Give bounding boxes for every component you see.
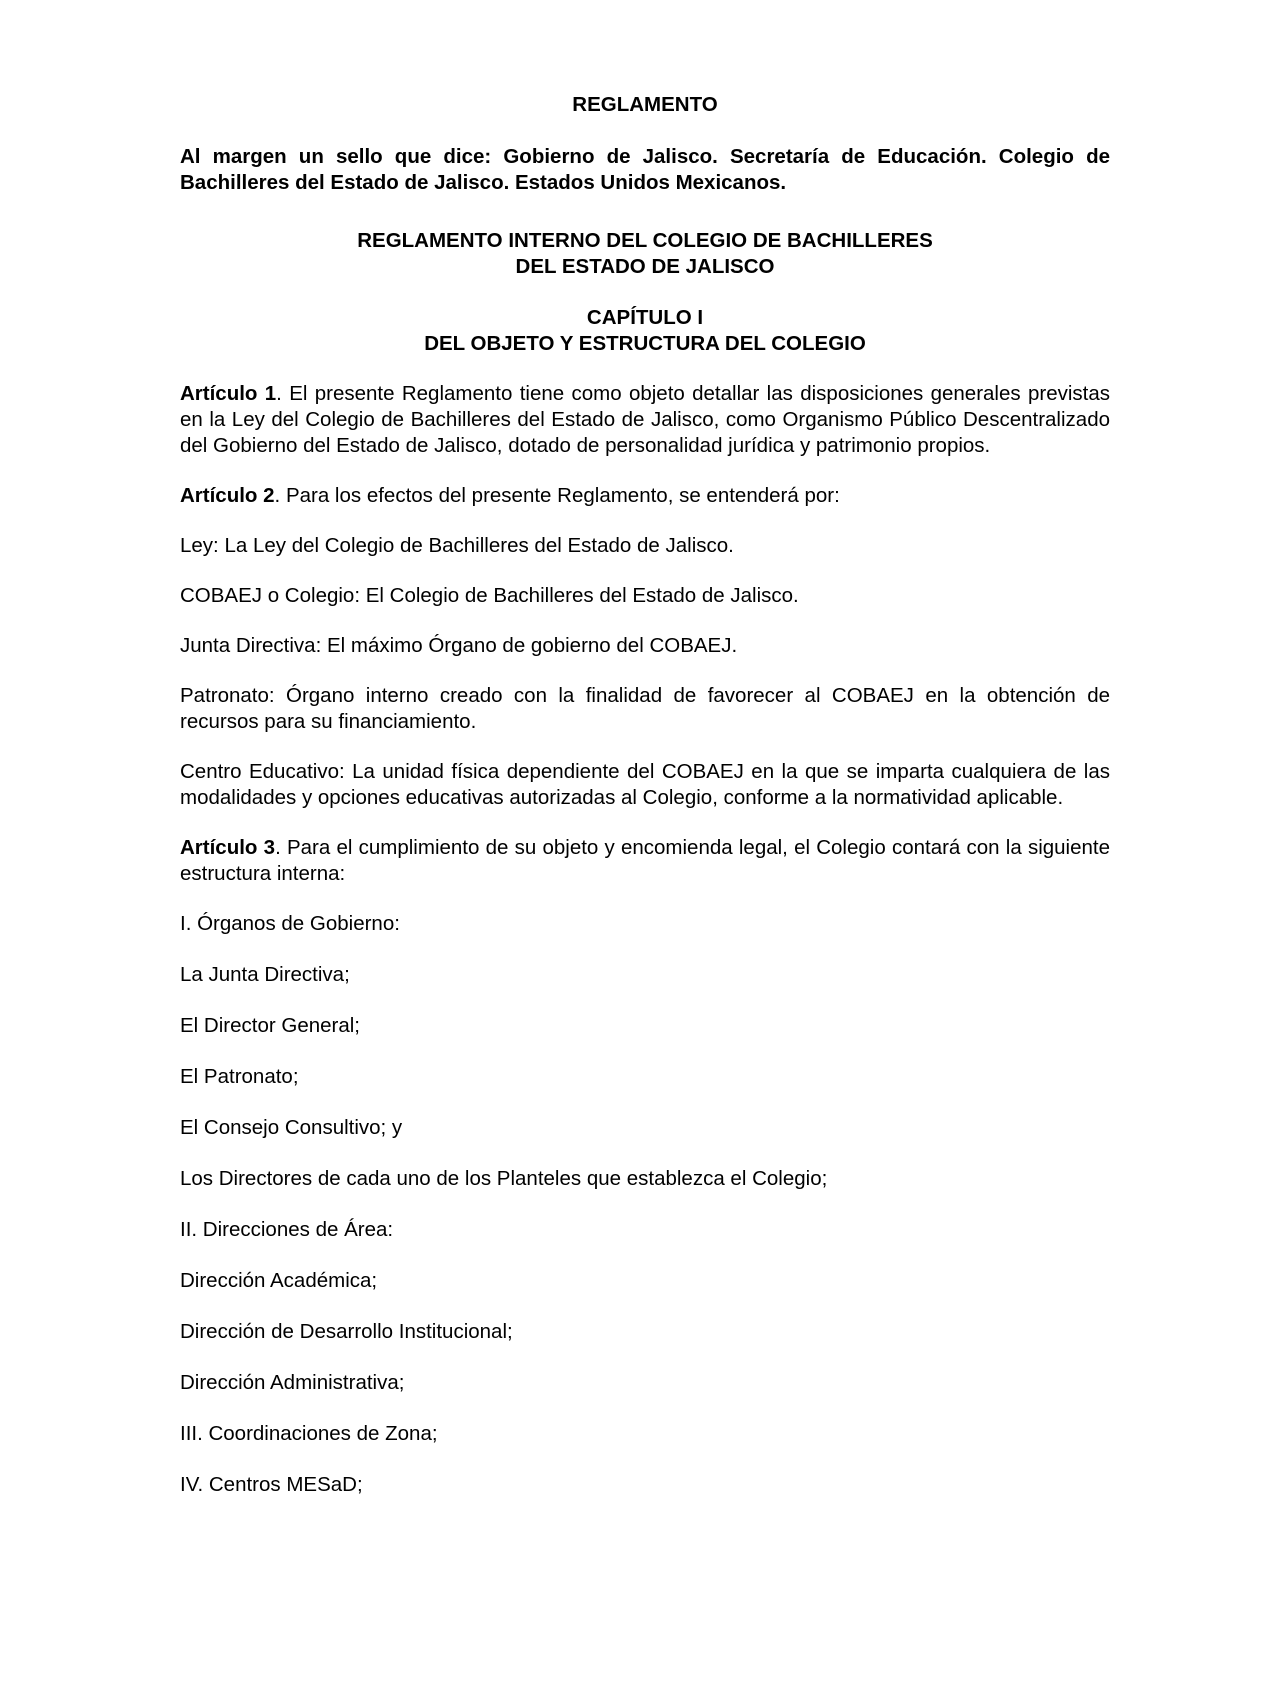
article-2-label: Artículo 2 [180, 484, 275, 507]
main-heading-line2: DEL ESTADO DE JALISCO [515, 255, 775, 278]
list-item: El Consejo Consultivo; y [180, 1116, 403, 1139]
list-item: IV. Centros MESaD; [180, 1473, 363, 1496]
list-item: II. Direcciones de Área: [180, 1218, 394, 1241]
list-item: Dirección Administrativa; [180, 1371, 405, 1394]
list-item: El Director General; [180, 1014, 361, 1037]
chapter-number: CAPÍTULO I [586, 306, 704, 329]
document-page [180, 92, 1110, 1523]
article-1-text: . El presente Reglamento tiene como objeto detallar las disposiciones generales previstas en la Ley del Colegio de Bachilleres del Estado de Jalisco, como Organismo Público Descentralizado del Gobierno del Estado de Jalisco, dotado de personalidad jurídica y patrimonio propios. [180, 382, 1110, 457]
seal-note: Al margen un sello que dice: Gobierno de Jalisco. Secretaría de Educación. Colegio de Bachilleres del Estado de Jalisco. Estados Unidos Mexicanos. [180, 145, 1110, 194]
article-2-text: . Para los efectos del presente Reglamento, se entenderá por: [274, 484, 840, 507]
list-item: Los Directores de cada uno de los Planteles que establezca el Colegio; [180, 1167, 828, 1190]
list-item: III. Coordinaciones de Zona; [180, 1422, 438, 1445]
article-1 [180, 381, 1110, 459]
article-3-label: Artículo 3 [180, 836, 276, 859]
definition-cobaej: COBAEJ o Colegio: El Colegio de Bachilleres del Estado de Jalisco. [180, 584, 799, 607]
chapter-heading [180, 305, 1110, 357]
list-item: I. Órganos de Gobierno: [180, 912, 400, 935]
chapter-title: DEL OBJETO Y ESTRUCTURA DEL COLEGIO [424, 332, 866, 355]
definition-patronato: Patronato: Órgano interno creado con la finalidad de favorecer al COBAEJ en la obtención de recursos para su financiamiento. [180, 684, 1110, 733]
definition-centro-educativo: Centro Educativo: La unidad física dependiente del COBAEJ en la que se imparta cualquiera de las modalidades y opciones educativas autorizadas al Colegio, conforme a la normatividad aplicable. [180, 760, 1110, 809]
article-3 [180, 835, 1110, 887]
list-item: El Patronato; [180, 1065, 299, 1088]
document-title: REGLAMENTO [572, 93, 718, 116]
article-2 [180, 483, 1110, 509]
main-heading-line1: REGLAMENTO INTERNO DEL COLEGIO DE BACHILLERES [357, 229, 933, 252]
definition-ley: Ley: La Ley del Colegio de Bachilleres del Estado de Jalisco. [180, 534, 734, 557]
list-item: Dirección Académica; [180, 1269, 378, 1292]
structure-list [180, 911, 1110, 1498]
list-item: La Junta Directiva; [180, 963, 350, 986]
article-3-text: . Para el cumplimiento de su objeto y encomienda legal, el Colegio contará con la siguiente estructura interna: [180, 836, 1111, 885]
definition-junta: Junta Directiva: El máximo Órgano de gobierno del COBAEJ. [180, 634, 738, 657]
main-heading [180, 228, 1110, 280]
article-1-label: Artículo 1 [180, 382, 277, 405]
list-item: Dirección de Desarrollo Institucional; [180, 1320, 513, 1343]
